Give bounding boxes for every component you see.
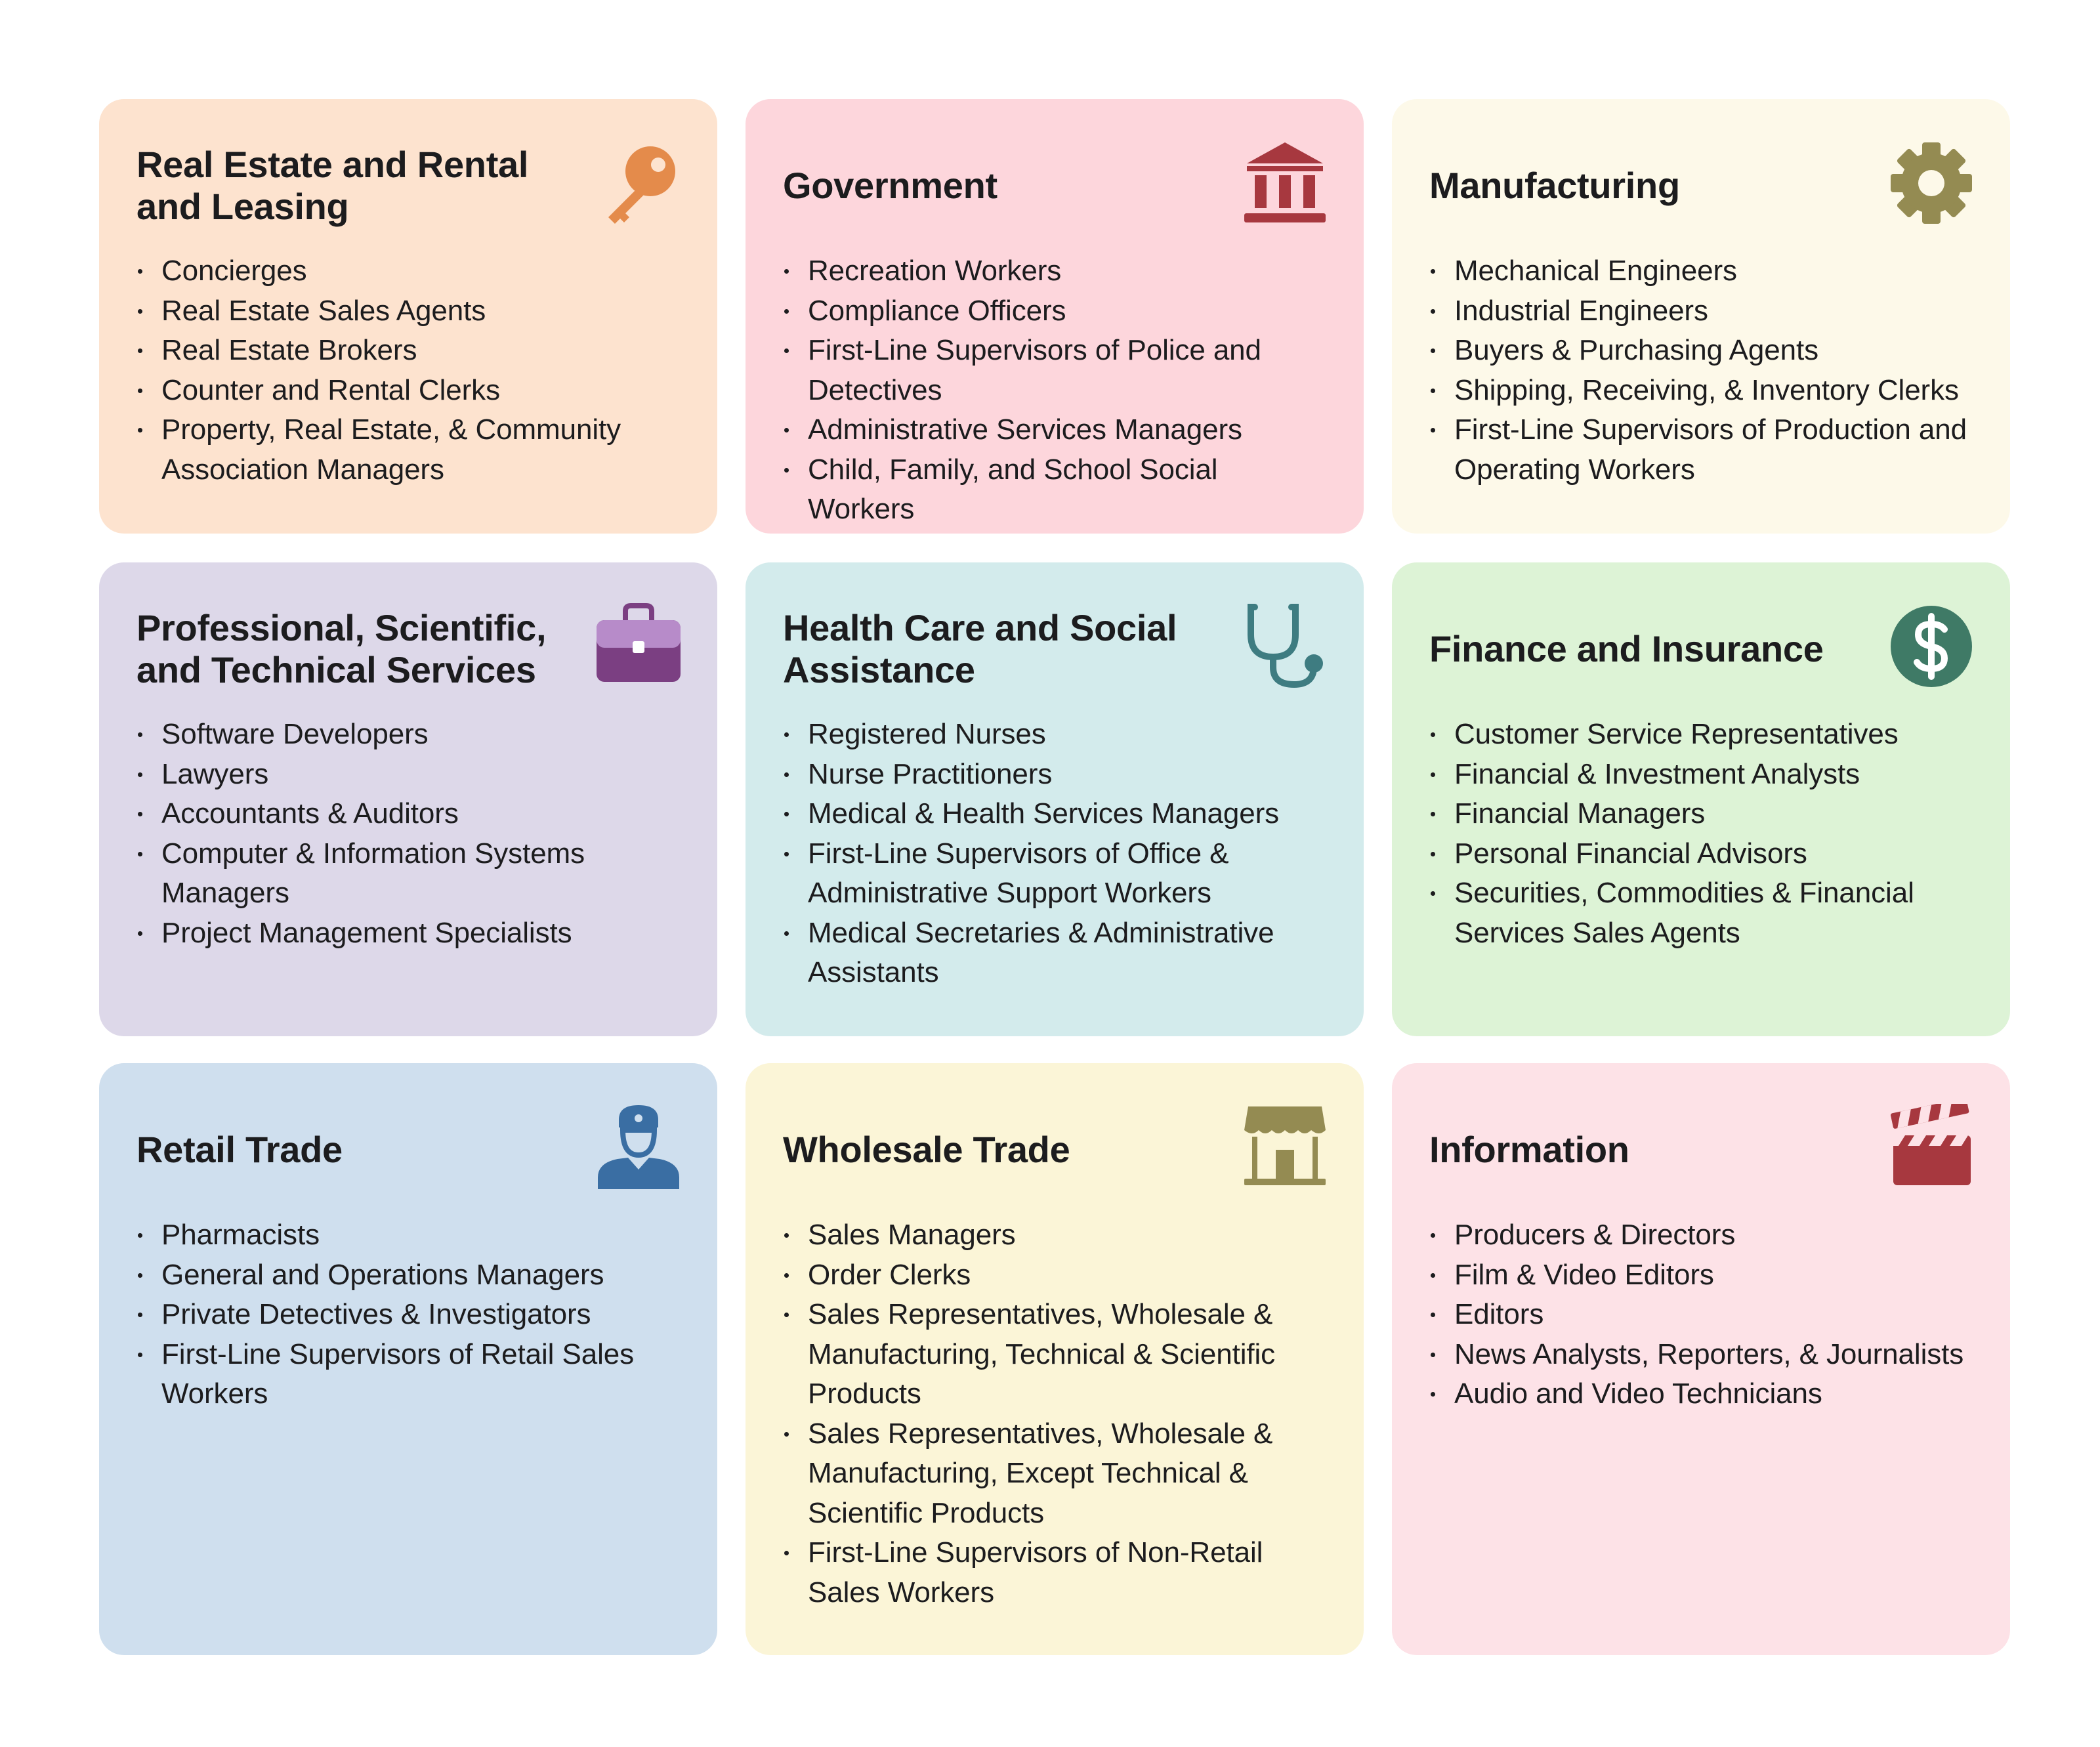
list-item: First-Line Supervisors of Retail Sales Workers: [136, 1335, 678, 1414]
card-title: Retail Trade: [136, 1129, 343, 1170]
list-item: Audio and Video Technicians: [1429, 1374, 1971, 1414]
card-finance: [1392, 562, 2010, 1036]
card-header: [136, 603, 678, 695]
occupation-list: [136, 1215, 678, 1414]
list-item: Software Developers: [136, 715, 678, 755]
occupation-list: [783, 1215, 1324, 1612]
list-item: Financial & Investment Analysts: [1429, 755, 1971, 795]
list-item: Nurse Practitioners: [783, 755, 1324, 795]
occupation-list: [136, 251, 678, 490]
list-item: Real Estate Brokers: [136, 331, 678, 371]
card-health-care: [746, 562, 1364, 1036]
card-header: [1429, 140, 1971, 232]
list-item: Project Management Specialists: [136, 914, 678, 954]
card-title: Wholesale Trade: [783, 1129, 1070, 1170]
list-item: Medical Secretaries & Administrative Assistants: [783, 914, 1324, 993]
list-item: Order Clerks: [783, 1255, 1324, 1295]
briefcase-icon: [595, 603, 682, 690]
card-title: Finance and Insurance: [1429, 628, 1824, 669]
list-item: Property, Real Estate, & Community Association Managers: [136, 410, 678, 490]
list-item: Film & Video Editors: [1429, 1255, 1971, 1295]
card-header: [1429, 603, 1971, 695]
security-guard-icon: [595, 1104, 682, 1190]
stethoscope-icon: [1242, 603, 1328, 690]
storefront-icon: [1242, 1104, 1328, 1190]
list-item: Medical & Health Services Managers: [783, 794, 1324, 834]
card-header: [783, 140, 1324, 232]
list-item: Lawyers: [136, 755, 678, 795]
list-item: Child, Family, and School Social Workers: [783, 450, 1324, 530]
card-title: Manufacturing: [1429, 165, 1680, 206]
clapperboard-icon: [1888, 1104, 1975, 1190]
dollar-coin-icon: [1888, 603, 1975, 690]
occupation-list: [1429, 715, 1971, 953]
list-item: News Analysts, Reporters, & Journalists: [1429, 1335, 1971, 1375]
list-item: General and Operations Managers: [136, 1255, 678, 1295]
card-manufacturing: [1392, 99, 2010, 534]
list-item: Editors: [1429, 1295, 1971, 1335]
card-header: [783, 1104, 1324, 1196]
list-item: Real Estate Sales Agents: [136, 291, 678, 331]
list-item: Personal Financial Advisors: [1429, 834, 1971, 874]
list-item: Accountants & Auditors: [136, 794, 678, 834]
list-item: Registered Nurses: [783, 715, 1324, 755]
occupation-list: [136, 715, 678, 953]
card-header: [1429, 1104, 1971, 1196]
card-header: [136, 140, 678, 232]
card-government: [746, 99, 1364, 534]
card-retail-trade: [99, 1063, 717, 1655]
list-item: Counter and Rental Clerks: [136, 371, 678, 411]
list-item: Pharmacists: [136, 1215, 678, 1255]
list-item: First-Line Supervisors of Police and Detectives: [783, 331, 1324, 410]
card-title: Information: [1429, 1129, 1629, 1170]
card-title: Professional, Scientific, and Technical Services: [136, 607, 547, 690]
occupation-list: [783, 715, 1324, 993]
list-item: Recreation Workers: [783, 251, 1324, 291]
list-item: Compliance Officers: [783, 291, 1324, 331]
card-title: Health Care and Social Assistance: [783, 607, 1177, 690]
card-information: [1392, 1063, 2010, 1655]
card-wholesale-trade: [746, 1063, 1364, 1655]
list-item: Buyers & Purchasing Agents: [1429, 331, 1971, 371]
card-header: [783, 603, 1324, 695]
list-item: Shipping, Receiving, & Inventory Clerks: [1429, 371, 1971, 411]
list-item: Sales Managers: [783, 1215, 1324, 1255]
list-item: Sales Representatives, Wholesale & Manufacturing, Except Technical & Scientific Products: [783, 1414, 1324, 1534]
list-item: First-Line Supervisors of Office & Administrative Support Workers: [783, 834, 1324, 914]
key-icon: [595, 140, 682, 226]
list-item: First-Line Supervisors of Non-Retail Sales Workers: [783, 1533, 1324, 1612]
card-header: [136, 1104, 678, 1196]
card-real-estate: [99, 99, 717, 534]
card-professional-services: [99, 562, 717, 1036]
list-item: Financial Managers: [1429, 794, 1971, 834]
gear-icon: [1888, 140, 1975, 226]
list-item: Producers & Directors: [1429, 1215, 1971, 1255]
card-title: Real Estate and Rental and Leasing: [136, 144, 529, 227]
occupation-list: [1429, 1215, 1971, 1414]
occupation-list: [783, 251, 1324, 530]
list-item: Concierges: [136, 251, 678, 291]
list-item: Private Detectives & Investigators: [136, 1295, 678, 1335]
list-item: Securities, Commodities & Financial Services Sales Agents: [1429, 874, 1971, 953]
bank-building-icon: [1242, 140, 1328, 226]
occupation-list: [1429, 251, 1971, 490]
list-item: Sales Representatives, Wholesale & Manufacturing, Technical & Scientific Products: [783, 1295, 1324, 1414]
list-item: Customer Service Representatives: [1429, 715, 1971, 755]
list-item: Industrial Engineers: [1429, 291, 1971, 331]
list-item: Computer & Information Systems Managers: [136, 834, 678, 914]
list-item: Administrative Services Managers: [783, 410, 1324, 450]
card-title: Government: [783, 165, 998, 206]
list-item: Mechanical Engineers: [1429, 251, 1971, 291]
list-item: First-Line Supervisors of Production and Operating Workers: [1429, 410, 1971, 490]
